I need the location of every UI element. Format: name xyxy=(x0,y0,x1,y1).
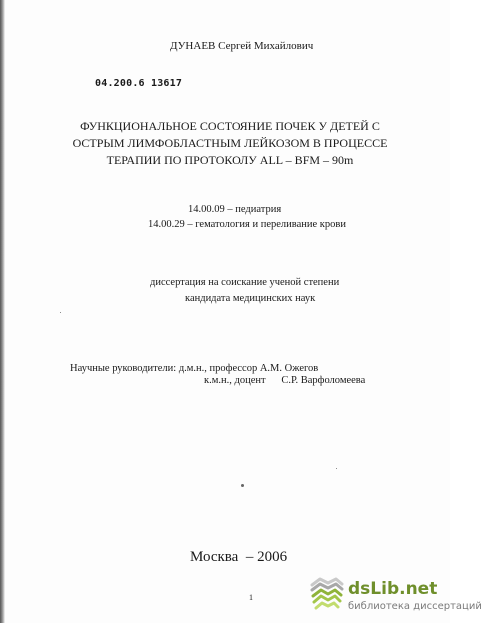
supervisors-line: Научные руководители: д.м.н., профессор А.М. Ожегов xyxy=(70,363,319,374)
author-name: ДУНАЕВ Сергей Михайлович xyxy=(170,40,314,52)
title-line: ТЕРАПИИ ПО ПРОТОКОЛУ ALL – BFM – 90m xyxy=(106,153,354,167)
archive-stamp: 04.200.6 13617 xyxy=(95,78,183,89)
degree-statement: кандидата медицинских наук xyxy=(185,293,316,304)
degree-statement: диссертация на соискание ученой степени xyxy=(150,277,340,288)
specialty-code: 14.00.09 – педиатрия xyxy=(188,204,282,215)
dissertation-title xyxy=(60,118,400,169)
city-year: Москва – 2006 xyxy=(190,549,288,565)
dslib-logo-icon xyxy=(308,576,346,612)
scan-speck xyxy=(241,484,244,487)
scan-speck xyxy=(336,468,337,469)
scan-edge-shadow xyxy=(0,0,5,623)
dslib-watermark xyxy=(308,576,482,620)
title-line: ФУНКЦИОНАЛЬНОЕ СОСТОЯНИЕ ПОЧЕК У ДЕТЕЙ С xyxy=(80,119,380,133)
specialty-code: 14.00.29 – гематология и переливание крови xyxy=(148,219,346,230)
title-line: ОСТРЫМ ЛИМФОБЛАСТНЫМ ЛЕЙКОЗОМ В ПРОЦЕССЕ xyxy=(72,136,388,150)
watermark-brand: dsLib.net xyxy=(348,579,438,599)
page-number: 1 xyxy=(249,593,253,602)
supervisors-line: к.м.н., доцент С.Р. Варфоломеева xyxy=(204,375,366,386)
scan-speck xyxy=(60,312,61,313)
watermark-subtitle: библиотека диссертаций xyxy=(348,601,482,612)
